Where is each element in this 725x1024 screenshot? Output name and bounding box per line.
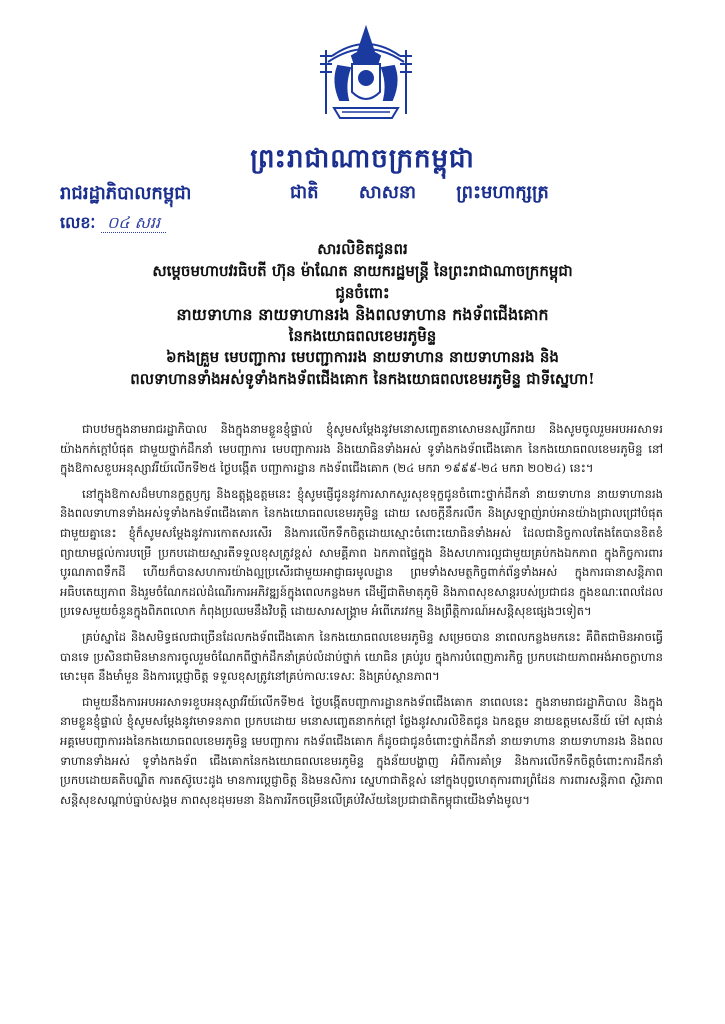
recipient-line-2: នៃកងយោធពលខេមរភូមិន្ទ [288,327,437,345]
salutation-line-1: ៦កងគ្រួម មេបញ្ជាការ មេបញ្ជាការរង នាយទាហាន នាយទាហានរង និង [166,348,559,366]
salutation-line-2: ពលទាហានទាំងអស់ទូទាំងកងទ័ពជើងគោក នៃកងយោធពលខេមរភូមិន្ទ ជាទីស្នេហា! [130,370,595,388]
motto-religion: សាសនា [358,182,416,203]
recipient-line-1: នាយទាហាន នាយទាហានរង និងពលទាហាន កងទ័ពជើងគោក [176,305,549,324]
body-paragraph-2: នៅក្នុងឱកាសដ៏មហានក្ខត្តឫក្ស និងឧត្តុង្គឧត្តមនេះ ខ្ញុំសូមផ្ញើជូននូវការសាកសួរសុខទុក្ខជូនចំពោះថ្នាក់ដឹកនាំ នាយទាហាន នាយទាហានរង និងពលទាហានទាំងអស់ទូទាំងកងទ័ពជើងគោក នៃកងយោធពលខេមរភូមិន្ទ ដោយ សេចក្តីនឹករលឹក និងស្រឡាញ់រាប់អានយ៉ាងជ្រាលជ្រៅបំផុត ជាមួយគ្នានេះ ខ្ញុំក៏សូមសម្តែងនូវការកោតសរសើរ និងការលើកទឹកចិត្តដោយស្មោះចំពោះយោធិនទាំងអស់ ដែលជានិច្ចកាលតែងតែបានខិតខំព្យាយាមផ្តល់ការបម្រើ ប្រកបដោយស្មារតីទទួលខុសត្រូវខ្ពស់ សាមគ្គីភាព ឯកភាពផ្ទៃក្នុង និងសហការល្អជាមួយគ្រប់កងឯកភាព ក្នុងកិច្ចការពារបូរណភាពទឹកដី ហើយក៏បានសហការយ៉ាងល្អប្រសើរជាមួយអាជ្ញាធរមូលដ្ឋាន ព្រមទាំងសមត្ថកិច្ចពាក់ព័ន្ធទាំងអស់ ក្នុងការធានាសន្តិភាព អធិបតេយ្យភាព និងរួមចំណែកដល់ដំណើរការអភិវឌ្ឍន៍ក្នុងពេលកន្លងមក ដើម្បីជាតិមាតុភូមិ និងភាពសុខសាន្តរបស់ប្រជាជន ក្នុងខណៈពេលដែលប្រទេសមួយចំនួនក្នុងពិភពលោក កំពុងប្រឈមនឹងវិបត្តិ ដោយសារសង្គ្រាម អំពើភេរវកម្ម និងព្រឹត្តិការណ៍អសន្តិសុខផ្សេងៗទៀត។ [60,486,663,619]
letter-title-block [50,238,675,390]
royal-arms-emblem-icon [312,22,420,130]
letter-title: សារលិខិតជូនពរ [317,240,408,258]
motto-nation: ជាតិ [290,182,319,203]
ministry-name: រាជរដ្ឋាភិបាលកម្ពុជា [60,183,192,204]
letter-body [60,420,663,816]
body-paragraph-4: ជាមួយនឹងការអបអរសាទរខួបអនុស្សាវរីយ៍លើកទី២៥ ថ្ងៃបង្កើតបញ្ជាការដ្ឋានកងទ័ពជើងគោក នាពេលនេះ ក្នុងនាមរាជរដ្ឋាភិបាល និងក្នុងនាមខ្លួនខ្ញុំផ្ទាល់ ខ្ញុំសូមសម្តែងនូវមោទនភាព ប្រកបដោយ មនោសញ្ចេតនាកក់ក្តៅ ថ្លែងនូវសារលិខិតជូន ឯកឧត្តម នាយឧត្តមសេនីយ៍ ម៉ៅ សុផាន់ អគ្គមេបញ្ជាការរងនៃកងយោធពលខេមរភូមិន្ទ មេបញ្ជាការ កងទ័ពជើងគោក ក៏ដូចជាជូនចំពោះថ្នាក់ដឹកនាំ នាយទាហាន នាយទាហានរង និងពលទាហានទាំងអស់ ទូទាំងកងទ័ព ជើងគោកនៃកងយោធពលខេមរភូមិន្ទ ក្នុងន័យបង្ហាញ អំពីការគាំទ្រ និងការលើកទឹកចិត្តចំពោះការដឹកនាំប្រកបដោយគតិបណ្ឌិត ការតស៊ូបេះដូង មានការប្តេជ្ញាចិត្ត និងមនសិការ ស្នេហាជាតិខ្ពស់ នៅក្នុងបុព្វហេតុការពារព្រំដែន ការពារសន្តិភាព ស្ថិរភាព សន្តិសុខសណ្តាប់ធ្នាប់សង្គម ភាពសុខដុមរមនា និងការរីកចម្រើនលើគ្រប់វិស័យនៃប្រជាជាតិកម្ពុជាយើងទាំងមូល។ [60,694,663,807]
document-number-label: លេខៈ [60,213,96,232]
sender-line: សម្តេចមហាបវរធិបតី ហ៊ុន ម៉ាណែត នាយករដ្ឋមន្ត្រី នៃព្រះរាជាណាចក្រកម្ពុជា [152,262,573,280]
body-paragraph-1: ជាបឋមក្នុងនាមរាជរដ្ឋាភិបាល និងក្នុងនាមខ្លួនខ្ញុំផ្ទាល់ ខ្ញុំសូមសម្តែងនូវមនោសញ្ចេតនាសោមនស្សរីករាយ និងសូមចូលរួមអបអរសាទរយ៉ាងកក់ក្តៅបំផុត ជាមួយថ្នាក់ដឹកនាំ មេបញ្ជាការ មេបញ្ជាការរង និងយោធិនទាំងអស់ ទូទាំងកងទ័ពជើងគោក នៃកងយោធពលខេមរភូមិន្ទ នៅក្នុងឱកាសខួបអនុស្សាវរីយ៍លើកទី២៥ ថ្ងៃបង្កើត បញ្ជាការដ្ឋាន កងទ័ពជើងគោក (២៤ មករា ១៩៩៩-២៤ មករា ២០២៤) នេះ។ [60,422,663,476]
document-number-value: ០៤ សររ [101,213,166,233]
national-motto [290,180,630,207]
body-paragraph-3: គ្រប់ស្នាដៃ និងសមិទ្ធផលជាច្រើនដែលកងទ័ពជើងគោក នៃកងយោធពលខេមរភូមិន្ទ សម្រេចបាន នាពេលកន្លងមកនេះ គឺពិតជាមិនអាចធ្វើបានទេ ប្រសិនជាមិនមានការចូលរួមចំណែកពីថ្នាក់ដឹកនាំគ្រប់លំដាប់ថ្នាក់ យោធិន គ្រប់រូប ក្នុងការបំពេញភារកិច្ច ប្រកបដោយភាពអង់អាចក្លាហាន មោះមុត នឹងមាំមួន និងការប្តេជ្ញាចិត្ត ទទួលខុសត្រូវនៅគ្រប់កាលៈទេសៈ និងគ្រប់ស្ថានភាព។ [60,629,663,684]
addressed-to-label: ជូនចំពោះ [335,284,390,302]
motto-king: ព្រះមហាក្សត្រ [456,182,549,203]
kingdom-heading: ព្រះរាជាណាចក្រកម្ពុជា [250,144,475,174]
document-number [60,212,166,236]
